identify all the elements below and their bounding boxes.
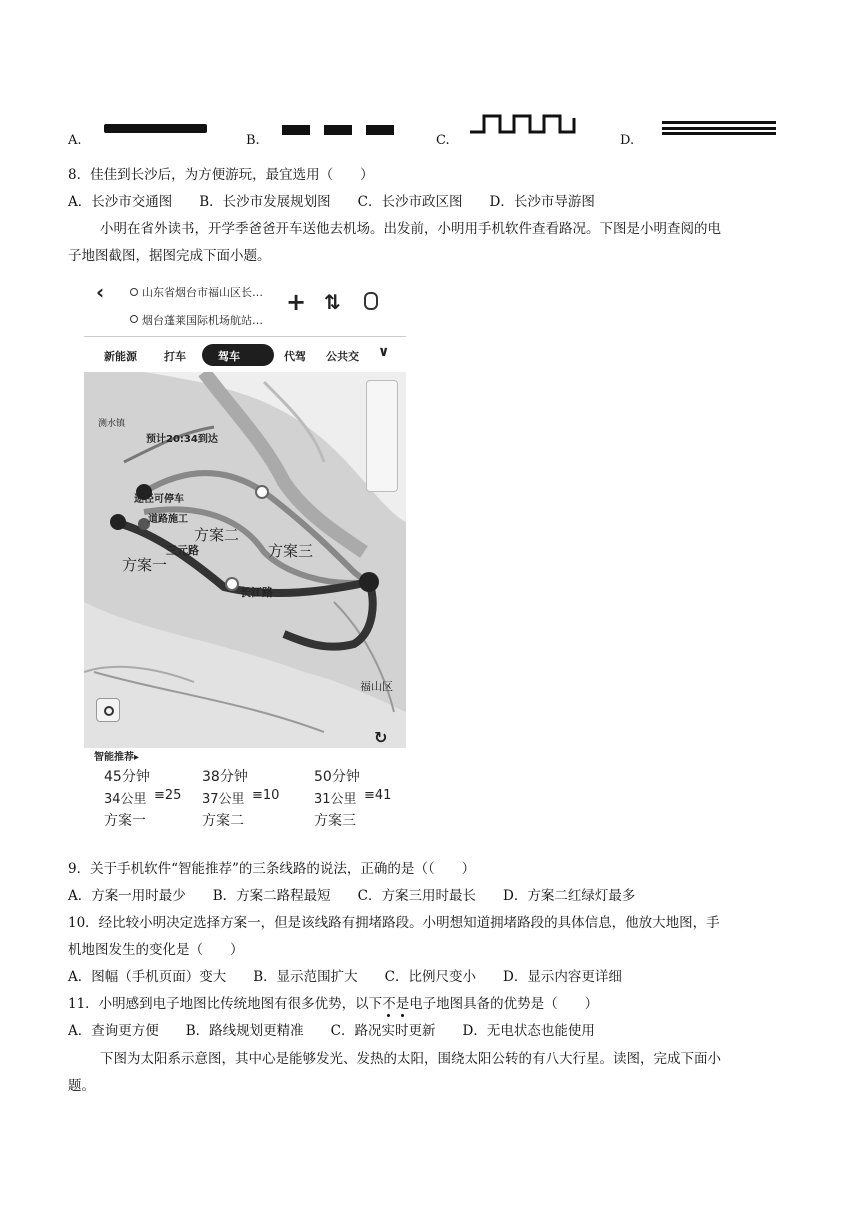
q11-options: A．查询更方便 B．路线规划更精准 C．路况实时更新 D．无电状态也能使用 xyxy=(68,1023,595,1039)
plan3-distance: 31公里 xyxy=(314,792,357,807)
q7-symbol-d-double-line xyxy=(662,121,776,135)
route-label-plan2: 方案二 xyxy=(194,526,240,544)
plan1-distance: 34公里 xyxy=(104,792,147,807)
plan2-traffic-lights: ≡10 xyxy=(252,788,280,803)
plan1-name: 方案一 xyxy=(104,813,146,829)
plan2-time: 38分钟 xyxy=(202,769,248,785)
q10-stem-line2: 机地图发生的变化是（ ） xyxy=(68,942,244,958)
passage2-line1: 下图为太阳系示意图，其中心是能够发光、发热的太阳，围绕太阳公转的有八大行星。读图，完成下面小 xyxy=(100,1051,721,1067)
q11-stem-emphasis-2: 是 xyxy=(395,996,410,1012)
passage1-line1: 小明在省外读书，开学季爸爸开车送他去机场。出发前，小明用手机软件查看路况。下图是小明查阅的电 xyxy=(100,221,721,237)
plan1-traffic-lights: ≡25 xyxy=(154,788,182,803)
plan2-name: 方案二 xyxy=(202,813,244,829)
start-point-icon xyxy=(130,288,138,296)
road-name-changjiang: 长江路 xyxy=(240,586,273,599)
q7-symbol-a-solid-line xyxy=(104,124,207,133)
map-layers-panel xyxy=(366,380,398,492)
tab-taxi: 打车 xyxy=(164,350,186,363)
parking-label: 途径可停车 xyxy=(134,494,184,505)
q7-symbol-b-dashed-line xyxy=(282,125,394,135)
more-tabs-chevron-icon: ∨ xyxy=(378,344,390,360)
q8-stem: 8．佳佳到长沙后，为方便游玩，最宜选用（ ） xyxy=(68,167,374,183)
back-arrow-icon: ‹ xyxy=(96,280,105,304)
plan3-name: 方案三 xyxy=(314,813,356,829)
swap-icon: ⇅ xyxy=(324,290,341,314)
q7-option-a-label: A. xyxy=(68,133,82,148)
q7-symbol-c-square-wave-line xyxy=(470,112,578,136)
tab-new-energy: 新能源 xyxy=(104,350,137,363)
refresh-icon: ↻ xyxy=(374,728,388,747)
q7-option-b-label: B. xyxy=(246,133,260,148)
passage2-line2: 题。 xyxy=(68,1078,95,1094)
q10-options: A．图幅（手机页面）变大 B．显示范围扩大 C．比例尺变小 D．显示内容更详细 xyxy=(68,969,622,985)
locate-icon xyxy=(96,698,120,722)
passage1-line2: 子地图截图，据图完成下面小题。 xyxy=(68,248,271,264)
plan3-time: 50分钟 xyxy=(314,769,360,785)
q7-option-d-label: D. xyxy=(620,133,635,148)
construction-label: 道路施工 xyxy=(148,514,188,525)
road-name-sanyuan: 三元路 xyxy=(166,544,199,557)
route-label-plan3: 方案三 xyxy=(268,542,314,560)
phone-map-screenshot xyxy=(84,278,406,834)
plan2-distance: 37公里 xyxy=(202,792,245,807)
q11-stem-pre: 11．小明感到电子地图比传统地图有很多优势，以下 xyxy=(68,996,383,1012)
q8-options: A．长沙市交通图 B．长沙市发展规划图 C．长沙市政区图 D．长沙市导游图 xyxy=(68,194,595,210)
q11-stem-post: 电子地图具备的优势是（ ） xyxy=(409,996,599,1012)
q7-option-c-label: C. xyxy=(436,133,450,148)
q9-stem: 9．关于手机软件“智能推荐”的三条线路的说法，正确的是（（ ） xyxy=(68,861,476,877)
district-label: 福山区 xyxy=(360,680,393,693)
map-place-label: 测水镇 xyxy=(98,419,126,429)
start-location: 山东省烟台市福山区长… xyxy=(142,286,263,299)
q11-stem xyxy=(68,994,598,1014)
add-waypoint-icon: + xyxy=(286,288,307,316)
route-label-plan1: 方案一 xyxy=(122,556,168,574)
plan3-traffic-lights: ≡41 xyxy=(364,788,392,803)
q11-stem-emphasis-1: 不 xyxy=(382,996,396,1012)
tab-public-transit: 公共交 xyxy=(326,350,359,363)
tab-designated-driver: 代驾 xyxy=(284,350,306,363)
eta-label: 预计20:34到达 xyxy=(146,434,218,445)
q10-stem-line1: 10．经比较小明决定选择方案一，但是该线路有拥堵路段。小明想知道拥堵路段的具体信息，他放大地图，手 xyxy=(68,915,720,931)
smart-recommend-label: 智能推荐▸ xyxy=(94,752,140,763)
microphone-icon xyxy=(364,292,378,310)
end-point-icon xyxy=(130,315,138,323)
q9-options: A．方案一用时最少 B．方案二路程最短 C．方案三用时最长 D．方案二红绿灯最多 xyxy=(68,888,636,904)
tab-drive: 驾车 xyxy=(218,350,240,363)
end-location: 烟台蓬莱国际机场航站… xyxy=(142,314,263,327)
plan1-time: 45分钟 xyxy=(104,769,150,785)
